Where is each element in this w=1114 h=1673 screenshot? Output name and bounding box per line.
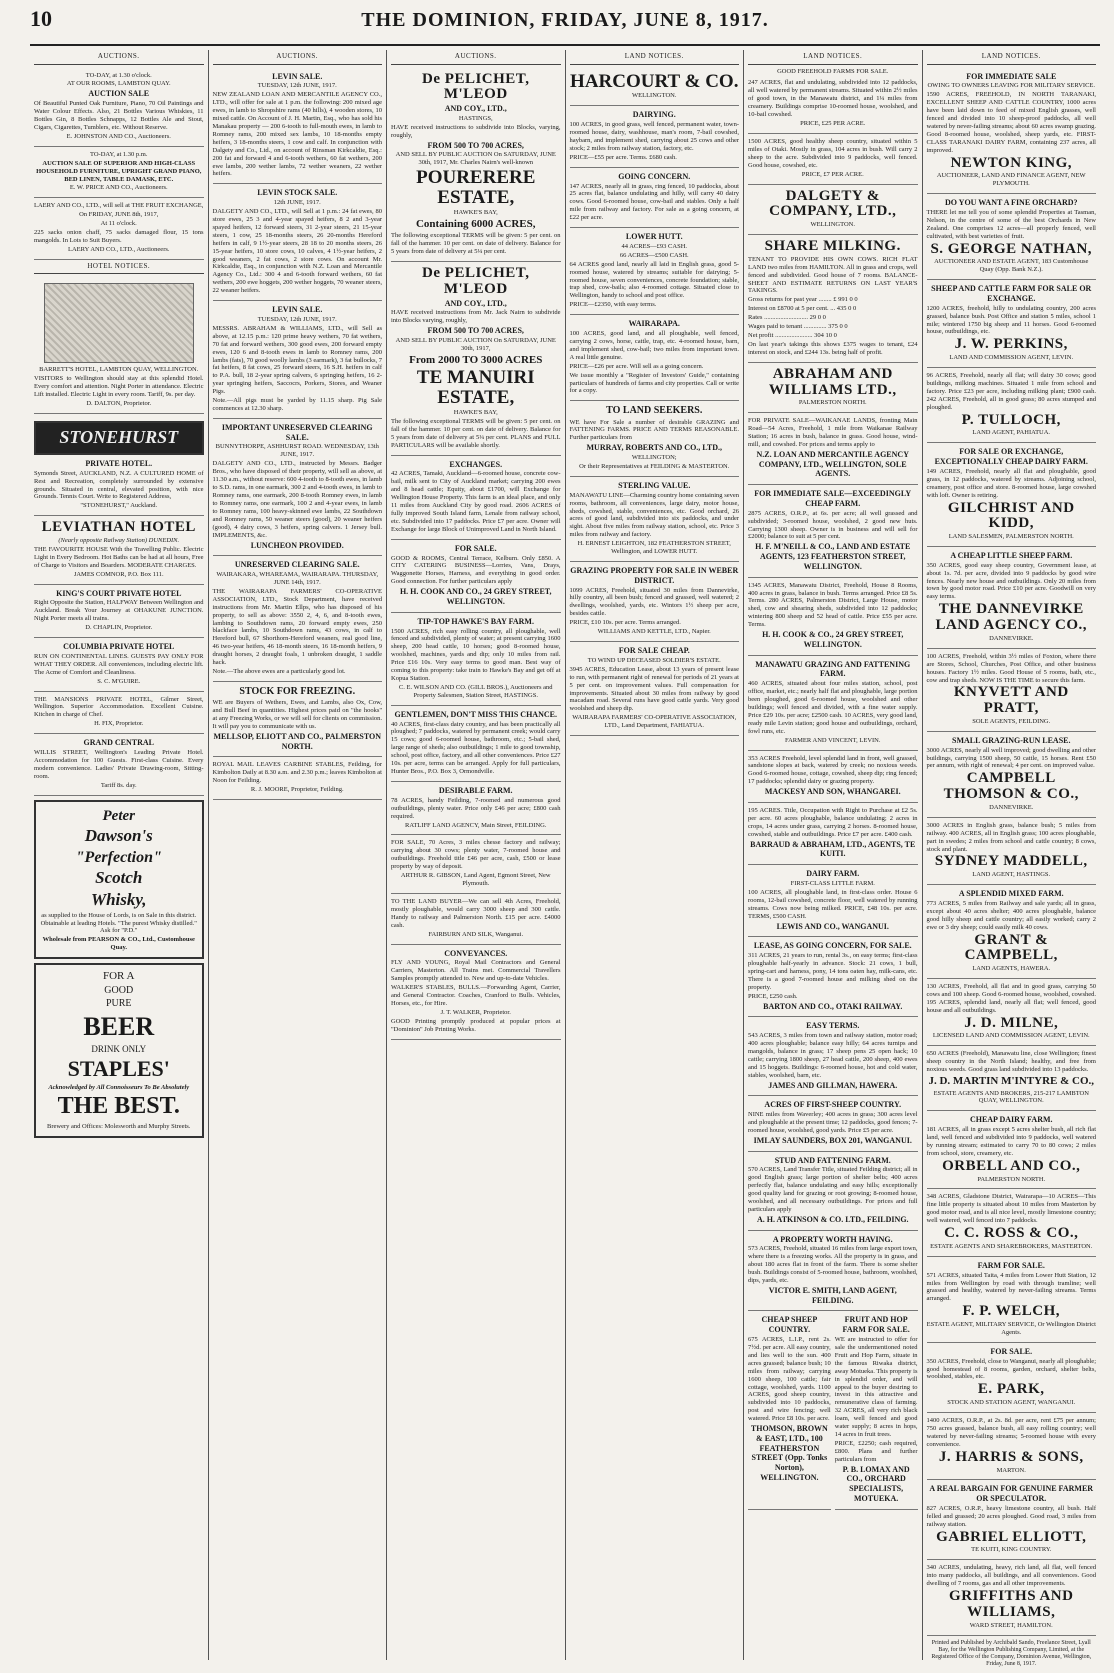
farm-notice: DAIRY FARM. FIRST-CLASS LITTLE FARM. 100 ACRES, all ploughable land, in first-class order. House 6 rooms, 12-bail cowshed, concrete floor, well watered by running streams. Cows now being milked. PRICE, £48 10s. per acre. TERMS, £500 CASH. LEWIS AND CO., WANGANUI. xyxy=(748,865,918,937)
farm-notice: 247 ACRES, flat and undulating, subdivided into 12 paddocks, all well watered by permanent streams. Situated within 2½ miles of good town, in the Manawatu district, and 1¼ miles from creamery. Buildings comprise 10-roomed house, woolshed, and 10-bail cowshed. PRICE, £25 PER ACRE. xyxy=(748,75,918,134)
farm-notice: DESIRABLE FARM. 78 ACRES, handy Feilding, 7-roomed and numerous good outbuildings, plenty water. Price only £46 per acre; £800 cash required. RATLIFF LAND AGENCY, Main Street, FEILDING. xyxy=(391,782,561,835)
estate-auction-notice: De PELICHET, M'LEOD AND COY., LTD., HAVE received instructions from Mr. Jack Nairn to subdivide into Blocks varying, roughly, FROM 500 TO 700 ACRES, AND SELL BY PUBLIC AUCTION On SATURDAY, JUNE 30th, 1917, From 2000 TO 3000 ACRES TE MANUIRI ESTATE, HAWKE'S BAY, The following exceptional TERMS will be given: 5 per cent. on fall of the hammer. 10 per cent. on date of delivery. Balance for 5 years from date of delivery at 5¼ per cent. PLANS and FULL PARTICULARS will be available shortly. xyxy=(391,262,561,456)
stock-sale-notice: LEVIN STOCK SALE. 12th JUNE, 1917. DALGETY AND CO., LTD., will Sell at 1 p.m.: 24 fat ewes, 80 store ewes, 25 3 and 4-year spayed heifers, 8 2 and 3-year spayed heifers, 12 forward steers, 31 2-year steers, 21 15-year steers, 1 cow, 25 18-months steers, 26 20-months Hereford heifers in calf, 9 1½-year steers, 28 18 to 20 months steers, 26 15-year heifers, 10 store cows, 10 calves, 4 1½-year heifers, 2 good weaners, 2 fat cows, 2 store cows. On account Mr. Kirkcaldie, Esq., in conjunction with N.Z. Loan and Mercantile Agency Co., Ltd.: 300 4 and 6-tooth forward wethers, 60 fat wethers, 200 ewe hoggets, 200 wether hoggets, 70 weaner steers, 22 weaner heifers. xyxy=(213,184,383,301)
farm-notice: 353 ACRES Freehold, level splendid land in front, well grassed, sandstone slopes at back, watered by creek; no noxious weeds. Good 6-roomed house, cottage, cowshed, sheep dip; ring fenced; 17 paddocks; splendid dairy or grazing property. MACKESY AND SON, WHANGAREI. xyxy=(748,751,918,803)
column-6 xyxy=(923,50,1101,1668)
auction-notice: TO-DAY, at 1.30 p.m. AUCTION SALE OF SUPERIOR AND HIGH-CLASS HOUSEHOLD FURNITURE, UPRIGHT GRAND PIANO, BED LINEN, TABLE DAMASK, ETC. E. W. PRICE AND CO., Auctioneers. xyxy=(34,147,204,199)
farm-notice: SHEEP AND CATTLE FARM FOR SALE OR EXCHANGE. 1200 ACRES, freehold, hilly to undulating country, 200 acres grassed, balance bush. Post Office and station 5 miles, school 1 mile; wintered 1750 big sheep and 11 horses. Good 6-roomed house, outbuildings, etc. J. W. PERKINS, LAND AND COMMISSION AGENT, LEVIN. xyxy=(927,280,1097,368)
farm-notice: FOR IMMEDIATE SALE OWING TO OWNERS LEAVING FOR MILITARY SERVICE. 1590 ACRES, FREEHOLD, IN NORTH TARANAKI, EXCELLENT SHEEP AND CATTLE COUNTRY, 1000 acres have been laid down to feed of mixed English grasses, well fenced and divided into 10 sheep-proof paddocks, all well watered by never-failing streams; about 60 acres swamp grazing. Good 8-roomed house, woolshed, sheep yards, etc. FIRST-CLASS TARANAKI DAIRY FARM, containing 237 acres, all improved. NEWTON KING, AUCTIONEER, LAND AND FINANCE AGENT, NEW PLYMOUTH. xyxy=(927,68,1097,195)
clearing-sale-notice: UNRESERVED CLEARING SALE. WAIRAKARA, WHAREAMA, WAIRARAPA. THURSDAY, JUNE 14th, 1917. THE WAIRARAPA FARMERS' CO-OPERATIVE ASSOCIATION, LTD., Stock Department, have received instructions from Mr. Martin Ellps, who has disposed of his property, to sell as above: 3550 2, 4, 6, and 8-tooth ewes, lambing to Southdown rams, 20 forward empty ewes, 250 blackface lambs, 10 Southdown rams, 43 cows, in calf to Hereford bull, 67 Shorthorn-Hereford weaners, real good line, 46 two-year heifers, 46 18-month steers, 16 18-month heifers, 9 draught horses, 2 draught foals, 1 unbroken draught, 1 saddle hack. Note.—The above ewes are a particularly good lot. xyxy=(213,556,383,682)
hotel-notice: COLUMBIA PRIVATE HOTEL RUN ON CONTINENTAL LINES. GUESTS PAY ONLY FOR WHAT THEY ORDER. All conveniences, including electric lift. The Acme of Comfort and Cleanliness. S. C. M'GUIRE. xyxy=(34,638,204,691)
farm-notice: TIP-TOP HAWKE'S BAY FARM. 1500 ACRES, rich easy rolling country, all ploughable, well fenced and subdivided, plenty of water; at present carrying 1600 sheep, 200 head cattle, 10 horses; good 8-roomed house, woolshed, machines, yards and dip; only 10 miles from rail. Price £16 10s. Very easy terms to good man. Best way of coming to this property: take train to Hawke's Bay and get off at Kopua Station. C. E. WILSON AND CO. (GILL BROS.), Auctioneers and Property Salesmen, Station Street, HASTINGS. xyxy=(391,613,561,706)
farm-notice: TO THE LAND BUYER—We can sell 4th Acres, Freehold, mostly ploughable, would carry 3000 sheep and 300 cattle. Handy to railway and Palmerston North. £15 per acre. £4000 cash. FAIRBURN AND SILK, Wanganui. xyxy=(391,894,561,945)
farm-notice: GENTLEMEN, DON'T MISS THIS CHANCE. 40 ACRES, first-class dairy country, and has been practically all ploughed; 7 paddocks, watered by permanent creek; would carry 15 cows; good 6-roomed house, bathroom, etc.; 5-bail shed, large range of sheds; also outbuildings; 1 mile to good township, school, post office, factory, and all other conveniences. Price £27 10s. per acre, terms can be arranged. Apply for full particulars, Hunter Bros., P.O. Box 3, Ormondville. xyxy=(391,706,561,782)
farm-notice: STUD AND FATTENING FARM. 570 ACRES, Land Transfer Title, situated Feilding district; all in good English grass; large portion of shelter belts; 400 acres perfectly flat, balance undulating and easy hills; exceptionally good quality land for grazing or root growing; 8-roomed house, woolshed, and all necessary outbuildings. For prices and full particulars apply A. H. ATKINSON & CO. LTD., FEILDING. xyxy=(748,1152,918,1231)
printer-imprint: Printed and Published by Archibald Sando, Freelance Street, Lyall Bay, for the Wellington Publishing Company, Limited, at the Registered Office of the Company, Dominion Avenue, Wellington, Friday, June 8, 1917. xyxy=(931,1639,1092,1668)
hotel-notice: THE MANSIONS PRIVATE HOTEL, Gilmer Street, Wellington. Superior Accommodation. Excellent Cuisine. Kitchen in charge of Chef. H. FIX, Proprietor. xyxy=(34,692,204,735)
farm-notice: GRAZING PROPERTY FOR SALE IN WEBER DISTRICT. 1099 ACRES, Freehold, situated 30 miles from Dannevirke, hilly country, all been bush; fenced and grassed, well watered; 2 dwellings, woolshed, yards, etc. Wintors 1½ sheep per acre, besides cattle. PRICE, £10 10s. per acre. Terms arranged. WILLIAMS AND KETTLE, LTD., Napier. xyxy=(570,562,740,642)
farm-notice: CHEAP SHEEP COUNTRY. 675 ACRES, L.I.P., rent 2s. 7½d. per acre. All easy country, and lies well to the sun. 400 acres grassed; balance bush; 10 miles from railway; carrying 1600 sheep, 100 cattle; fair cottage, woolshed, yards. 1100 ACRES, good sheep country, subdivided into 10 paddocks, post and wire fencing; well watered. Price £8 10s. per acre. THOMSON, BROWN & EAST, LTD., 100 FEATHERSTON STREET (Opp. Tonks Norton), WELLINGTON. xyxy=(748,1311,831,1509)
bottom-pair xyxy=(748,1311,918,1509)
stock-sale-notice: LEVIN SALE. TUESDAY, 12th JUNE, 1917. NEW ZEALAND LOAN AND MERCANTILE AGENCY CO., LTD., will offer for sale at 1 p.m. the following: 200 mixed age ewes, in lamb to Shropshire rams (40 hills), 4 wooden stores, 10 mixed cattle. On Account of J. H. Martin, Esq., who has sold his Manakau property — 200 6-tooth to full-mouth ewes, in lamb to Romney rams, 200 mixed sex lambs, 10 18-months empty heifers, 3 18-months steers, 1 cow and calf. In conjunction with Dalgety and Co., Ltd., on account of Rinsman Kirkcaldie, Esq.: 200 fat and forward 4 and 6-tooth wethers, 60 fat wethers, 200 ewe lambs, 200 wether lambs, 72 wether weaners, 22 wether heifers. xyxy=(213,68,383,185)
agent-banner: ABRAHAM AND WILLIAMS LTD., PALMERSTON NORTH. xyxy=(748,363,918,413)
farm-notice: A PROPERTY WORTH HAVING. 573 ACRES, Freehold, situated 16 miles from large export town, where there is a freezing works. All the property is in grass, and about 180 acres flat in front of the farm. There is some shelter bush. Buildings consist of 5-roomed house, bathroom, woolshed, dips, yards, etc. VICTOR E. SMITH, LAND AGENT, FEILDING. xyxy=(748,1231,918,1312)
section-heading: LAND NOTICES. xyxy=(927,50,1097,65)
section-heading: AUCTIONS. xyxy=(213,50,383,65)
farm-notice: FOR SALE. 350 ACRES, Freehold, close to Wanganui, nearly all ploughable; good homestead of 8 rooms, garden, orchard, shelter belts, woolshed, stables, etc. E. PARK, STOCK AND STATION AGENT, WANGANUI. xyxy=(927,1343,1097,1413)
farm-notice: DAIRYING. 100 ACRES, in good grass, well fenced, permanent water, town-roomed house, dairy, washhouse, man's room, 7-bail cowshed, haybarn, and implement shed, carrying about 25 cows and other stock; 2 miles from railway station, factory, etc. PRICE—£55 per acre. Terms. £680 cash. xyxy=(570,106,740,167)
farm-notice: LOWER HUTT. 44 ACRES—£93 CASH. 66 ACRES—£500 CASH. 64 ACRES good land, nearly all laid in English grass, good 5-roomed house, watered by streams; suitable for dairying; 5-roomed house, seven conveniences, concrete foundation; stable, trap shed, cow-bails; also 4-roomed cottage. Situated close to Wellington, handy to school and post office. PRICE—£2350, with easy terms. xyxy=(570,228,740,315)
section-heading: AUCTIONS. xyxy=(34,50,204,65)
section-heading: AUCTIONS. xyxy=(391,50,561,65)
newspaper-title: THE DOMINION, FRIDAY, JUNE 8, 1917. xyxy=(361,9,769,31)
whisky-advertisement: Peter Dawson's "Perfection" Scotch Whisky, as supplied to the House of Lords, is on Sale in this district. Obtainable at leading Hotels. "The purest Whisky distilled." Ask for "P.D." Wholesale from PEARSON & CO., Ltd., Customhouse Quay. xyxy=(34,800,204,960)
mail-notice: ROYAL MAIL LEAVES CARBINE STABLES, Feilding, for Kimbolton Daily at 8.30 a.m. and 2.30 p.m.; leaves Kimbolton at Noon for Feilding. R. J. MOORE, Proprietor, Feilding. xyxy=(213,757,383,800)
agent-banner: DALGETY & COMPANY, LTD., WELLINGTON. xyxy=(748,185,918,235)
column-1 xyxy=(30,50,209,1660)
farm-notice: A SPLENDID MIXED FARM. 773 ACRES, 5 miles from Railway and sale yards; all in grass, except about 40 acres shelter; 400 acres ploughable, balance good hilly sheep and cattle country; all easily worked; carry 2 ewe or 3 dry sheep; could easily milk 40 cows. GRANT & CAMPBELL, LAND AGENTS, HAWERA. xyxy=(927,885,1097,979)
hotel-notice: KING'S COURT PRIVATE HOTEL Right Opposite the Station, HALFWAY Between Wellington and Auckland. Break Your Journey at OHAKUNE JUNCTION. Night Porter meets all trains. D. CHAPLIN, Proprietor. xyxy=(34,585,204,638)
columns xyxy=(30,50,1100,1668)
hotel-logo: STONEHURST xyxy=(34,421,204,455)
farm-notice: 96 ACRES, Freehold, nearly all flat; will dairy 30 cows; good buildings, milking machines. Situated 1 mile from school and factory. Price £23 per acre, including milking plant; £900 cash. 242 ACRES, Freehold, all in good grass; 80 acres stumped and ploughed. P. TULLOCH, LAND AGENT, PAHIATUA. xyxy=(927,368,1097,443)
column-4 xyxy=(566,50,745,1660)
auction-notice: LAERY AND CO., LTD., will sell at THE FRUIT EXCHANGE, On FRIDAY, JUNE 8th, 1917, At 11 o'clock. 225 sacks onion chaff, 75 sacks damaged flour, 15 tons mangolds. In Lots to Suit Buyers. LAERY AND CO., LTD., Auctioneers. xyxy=(34,198,204,260)
hotel-notice: GRAND CENTRAL WILLIS STREET, Wellington's Leading Private Hotel. Accommodation for 100 Guests. First-class Cuisine. Every modern convenience. Ladies' Private Drawing-room, Sitting-room. Tariff 8s. day. xyxy=(34,734,204,795)
hotel-notice: LEVIATHAN HOTEL (Nearly opposite Railway Station) DUNEDIN. THE FAVOURITE HOUSE With the Travelling Public. Electric Light in Every Bedroom. Hot Baths can be had at all hours, Free of Charge to Visitors and Boarders. MODERATE CHARGES. JAMES COMNOR, P.O. Box 111. xyxy=(34,516,204,584)
masthead xyxy=(30,6,1100,46)
column-2 xyxy=(209,50,388,1660)
farm-notice: 1345 ACRES, Manawatu District, Freehold, House 8 Rooms, 400 acres in grass, balance in bush. Terms arranged. Price £8 5s. Terms. 280 ACRES, Palmerston District, Large House, motor shed, cow and shearing sheds, subdivided into 12 paddocks; wintering 800 sheep and 52 head of cattle. Price £55 per acre. Terms. H. H. COOK & CO., 24 GREY STREET, WELLINGTON. xyxy=(748,578,918,656)
farm-notice: FARM FOR SALE. 571 ACRES, situated Taita, 4 miles from Lower Hutt Station, 12 miles from Wellington by road with through tramline; well grassed and healthy, watered by never-failing streams. Terms arranged. F. P. WELCH, ESTATE AGENT, MILITARY SERVICE, Or Wellington District Agents. xyxy=(927,1257,1097,1343)
farm-notice: 1500 ACRES, good healthy sheep country, situated within 5 miles of Otaki. Mostly in grass, 104 acres in bush. Will carry 2 sheep to the acre. Subdivided into 9 paddocks, well fenced. Good house, cowshed, etc. PRICE, £7 PER ACRE. xyxy=(748,134,918,185)
farm-notice: 348 ACRES, Gladstone District, Wairarapa—10 ACRES—This fine little property is situated about 10 miles from Masterton by good motor road, and is all nice level, mostly limestone country; well watered, well fenced into 7 paddocks. C. C. ROSS & CO., ESTATE AGENTS AND SHAREBROKERS, MASTERTON. xyxy=(927,1189,1097,1256)
farm-notice: TO LAND SEEKERS. WE have For Sale a number of desirable GRAZING and FATTENING FARMS. PRICE AND TERMS REASONABLE. Further particulars from MURRAY, ROBERTS AND CO., LTD., WELLINGTON; Or their Representatives at FEILDING & MASTERTON. xyxy=(570,401,740,477)
hotel-notice: STONEHURST PRIVATE HOTEL. Symonds Street, AUCKLAND, N.Z. A CULTURED HOME of Rest and Recreation, completely surrounded by extensive grounds. Situated in central, elevated position, with nice Grounds. Tennis Court. Write to Registered Address, "STONEHURST," Auckland. xyxy=(34,414,204,516)
freezing-notice: STOCK FOR FREEZING. WE are Buyers of Wethers, Ewes, and Lambs, also Ox, Cow, and Bull Beef in quantities. Highest prices paid on "the hooks" at any Freezing Works, or we will sell for clients on commission. It will pay you to communicate with us. MELLSOP, ELIOTT AND CO., PALMERSTON NORTH. xyxy=(213,682,383,757)
farm-notice: MANAWATU GRAZING AND FATTENING FARM. 460 ACRES, situated about four miles station, school, post office, market, etc.; nearly half flat and ploughable, large portion been ploughed, good 6-roomed house, woolshed and other buildings; well fenced and divided, with a fine water supply. Price £29 10s. per acre; £2500 cash. 10 ACRES, very good land, ready mile Levin station; good house and outbuildings, orchard, fowl runs, etc. FARMER AND VINCENT, LEVIN. xyxy=(748,656,918,751)
farm-notice: A CHEAP LITTLE SHEEP FARM. 350 ACRES, good easy sheep country, Government lease, at about 1s. 7d. per acre, divided into 9 paddocks by good wire fences. Nearly new house and outbuildings. Only 20 miles from town by good motor road. Price £10 per acre. Goodwill on very easy terms. THE DANNEVIRKE LAND AGENCY CO., DANNEVIRKE. xyxy=(927,547,1097,649)
farm-notice: A REAL BARGAIN FOR GENUINE FARMER OR SPECULATOR. 827 ACRES, O.R.P., heavy limestone country, all bush. Half felled and grassed; 20 acres ploughed. Good road, 3 miles from railway station. GABRIEL ELLIOTT, TE KUITI, KING COUNTRY. xyxy=(927,1480,1097,1560)
share-milking-notice: SHARE MILKING. TENANT TO PROVIDE HIS OWN COWS. RICH FLAT LAND two miles from HAMILTON. All in grass and crops, well fenced and subdivided. Good house of 7 rooms. BALANCE-SHEET AND ESTIMATE RETURNS ON LAST YEAR'S TAKINGS. Gross returns for past year ........ £ 991 0 0 Interest on £8700 at 5 per cent. ... 435 0 0 Rates ........................... 29 0 0 Wages paid to tenant .............. 375 0 0 Net profit ....................... 304 10 0 On last year's takings this shows £375 wages to tenant, £24 interest on stock, and £244 13s. being half of profit. xyxy=(748,235,918,363)
farm-notice: FOR IMMEDIATE SALE—EXCEEDINGLY CHEAP FARM. 2875 ACRES, O.R.P., at 6s. per acre; all well grassed and subdivided; 3-roomed house, woolshed, 2 good new huts. Carrying 1300 sheep. Owner is in business and will sell for £2000; balance to suit at 5 per cent. H. F. M'NEILL & CO., LAND AND ESTATE AGENTS, 123 FEATHERSTON STREET, WELLINGTON. xyxy=(748,485,918,577)
farm-notice: CHEAP DAIRY FARM. 181 ACRES, all in grass except 5 acres shelter bush, all rich flat land, well fenced and subdivided into 9 paddocks, well watered by running stream; estimated to carry 70 to 80 cows; 2 miles from school, store, creamery, etc. ORBELL AND CO., PALMERSTON NORTH. xyxy=(927,1111,1097,1189)
stock-sale-notice: LEVIN SALE. TUESDAY, 12th JUNE, 1917. MESSRS. ABRAHAM & WILLIAMS, LTD., will Sell as above, at 12.15 p.m.: 120 prime heavy wethers, 70 fat wethers, 70 fat and forward wethers, 300 good ewes, 200 forward empty ewes, 120 6 and 8-tooth ewes in lamb to Romney rams, 200 lambs (fats), 70 good woolly lambs (3 earmark), 3 fat bullocks, 7 fat heifers, 8 fat cows, 25 forward steers, 16 S.H. heifers in calf to P.A. bull, 18 2-year spring calvers, 6 springing heifers, 16 2-year springing heifers, Saccocrs, Porkers, Stores, and Weaner Pigs. Note.—All pigs must be yarded by 11.15 sharp. Pig Sale commences at 12.30 sharp. xyxy=(213,301,383,419)
section-heading: LAND NOTICES. xyxy=(570,50,740,65)
farm-notice: FOR PRIVATE SALE—WAIKANAE LANDS, fronting Main Road—54 Acres, Freehold, 1 mile from Waikanae Railway Station; 16 acres in bush, balance in grass. Good house, wind-mill, and cowshed. For prices and terms apply to N.Z. LOAN AND MERCANTILE AGENCY COMPANY, LTD., WELLINGTON, SOLE AGENTS. xyxy=(748,413,918,485)
conveyances-notice: CONVEYANCES. FLY AND YOUNG, Royal Mail Contractors and General Carriers, Masterton. All Trains met. Commercial Travellers Samples promptly attended to. New and up-to-date Vehicles. WALKER'S STABLES, BULLS.—Forwarding Agent, Carrier, and General Contractor. Coaches, Cranford to Bulls. Vehicles, Horses, etc., for Hire. J. T. WALKER, Proprietor. GOOD Printing promptly produced at popular prices at "Dominion" Job Printing Works. xyxy=(391,945,561,1040)
hotel-illustration xyxy=(44,283,194,363)
exchanges-notice: EXCHANGES. 42 ACRES, Tamaki, Auckland—6-roomed house, concrete cow-bail, milk sent to City of Auckland market; carrying 200 ewes and 8 head cattle; Equity, about £1700, will Exchange for Wellington House Property. This farm is an ideal place, and only 11 miles from Auckland City by good road. 2606 ACRES of fully improved South Island farm, Lenale from railway school, etc. Subdivided into 17 paddocks. Price £7 per acre. Owner will Exchange for large Block of Unimproved Land in North Island. xyxy=(391,456,561,540)
beer-advertisement: FOR A GOOD PURE BEER DRINK ONLY STAPLES' Acknowledged by All Connoisseurs To Be Absolutely THE BEST. Brewery and Offices: Molesworth and Murphy Streets. xyxy=(34,963,204,1137)
clearing-sale-notice: IMPORTANT UNRESERVED CLEARING SALE. BUNNYTHORPE, ASHHURST ROAD. WEDNESDAY, 13th JUNE, 1917. DALGETY AND CO., LTD., instructed by Messrs. Badger Bros., who have disposed of their property, will sell as above, at 11.30 a.m., without reserve: 600 4-tooth to 8-tooth ewes, in lamb to S.D. rams, in one earmark, 300 2 and 4-tooth ewes, in lamb to Romney rams, one earmark, 200 8-tooth Romney ewes, in lamb to Romney rams, one earmark, 100 2 and 4-year ewes, in lamb to Romney rams, 100 heavy-skinned ewe lambs, 22 Southdown and Romney rams, 50 weaner steers (good), 20 weaner heifers (good), 4 dairy cows, 3 heifers, spring calvers. 1 Jersey bull. IMPLEMENTS, &c. LUNCHEON PROVIDED. xyxy=(213,419,383,556)
farm-notice: GOING CONCERN. 147 ACRES, nearly all in grass, ring fenced, 10 paddocks, about 25 acres flat, balance undulating and hilly, will carry 40 dairy cows. Good 6-roomed house, cow-bail and stables. Only a half mile from railway and factory. For sale as a going concern, at £22 per acre. xyxy=(570,168,740,228)
column-5 xyxy=(744,50,923,1660)
farm-notice: DO YOU WANT A FINE ORCHARD? THERE let me tell you of some splendid Properties at Tasman, Nelson, in the centre of some of the best Orchards in New Zealand. One comprises 12 acres—all properly fenced, well cultivated, with best varieties of fruit. S. GEORGE NATHAN, AUCTIONEER AND ESTATE AGENT, 183 Customhouse Quay (Opp. Bank N.Z.). xyxy=(927,194,1097,280)
farm-notice: 340 ACRES, undulating, heavy, rich land, all flat, well fenced into many paddocks, all buildings, and all conveniences. Good dwelling of 7 rooms, gas and all other improvements. GRIFFITHS AND WILLIAMS, WARD STREET, HAMILTON. xyxy=(927,1560,1097,1635)
farm-notice: SMALL GRAZING-RUN LEASE. 3000 ACRES, nearly all well improved; good dwelling and other buildings, carrying 1500 sheep, 50 cattle, 15 horses. Rent £50 per annum, with right of renewal; 4 per cent. on improved value. CAMPBELL THOMSON & CO., DANNEVIRKE. xyxy=(927,732,1097,818)
section-heading: HOTEL NOTICES. xyxy=(34,260,204,275)
farm-notice: LEASE, AS GOING CONCERN, FOR SALE. 311 ACRES, 21 years to run, rental 3s., on easy terms; first-class ploughable half-yearly in advance. Stock: 21 cows, 1 bull, spring-cart and harness, pony, 14 tons oaten hay, milk-cans, etc. There is a good 7-roomed house and milking shed on the property. PRICE, £250 cash. BARTON AND CO., OTAKI RAILWAY. xyxy=(748,937,918,1017)
farm-notice: 1400 ACRES, O.R.P., at 2s. 8d. per acre, rent £75 per annum; 750 acres grassed, balance bush, all easy rolling country; well watered by never-failing streams; 5-roomed house with every convenience. J. HARRIS & SONS, MARTON. xyxy=(927,1413,1097,1480)
for-sale-notice: FOR SALE. GOOD & ROOMS, Central Terrace, Kelburn. Only £850. A CITY CATERING BUSINESS—Lorries, Vans, Drays, Waggonette Horses, Harness, and everything in good order. Good connection. For further particulars apply H. H. COOK AND CO., 24 GREY STREET, WELLINGTON. xyxy=(391,540,561,613)
farm-notice: EASY TERMS. 543 ACRES, 3 miles from town and railway station, motor road; 400 acres ploughable; balance easy hilly; 64 acres turnips and mangolds, balance in grass; 17 sheep pens 25 open hack; 10 cattle; carrying 1800 sheep, 27 head cattle, 200 sheep, 400 ewes and 15 hoggets. Buildings: 6-roomed house, hot and cold water, stables, woolshed, barn, etc. JAMES AND GILLMAN, HAWERA. xyxy=(748,1017,918,1096)
section-subheading: GOOD FREEHOLD FARMS FOR SALE. xyxy=(777,67,889,75)
farm-notice: STERLING VALUE. MANAWATU LINE—Charming country home containing seven rooms, bathroom, all conveniences, large dairy, motor house, sheds, cowshed, stable, conveniences, etc. Good orchard, 26 acres of good land, subdivided into six paddocks, and under sight. About five miles from railway station, school, etc. Price 3 miles from railway and factory. H. ERNEST LEIGHTON, 182 FEATHERSTON STREET, Wellington, and LOWER HUTT. xyxy=(570,477,740,562)
page-number: 10 xyxy=(30,6,52,31)
farm-notice: WAIRARAPA. 100 ACRES, good land, and all ploughable, well fenced, carrying 2 cows, horse, cattle, trap, etc. 4-roomed house, barn, and implement shed, cow-bail; two miles from important town. A real little genuine. PRICE—£26 per acre. Will sell as a going concern. We issue monthly a "Register of Investors' Guide," containing particulars of hundreds of farms and city properties. Call or write for a copy. xyxy=(570,315,740,401)
section-heading: LAND NOTICES. xyxy=(748,50,918,65)
farm-notice: 650 ACRES (Freehold), Manawatu line, close Wellington; finest sheep country in the North Island; healthy, and free from noxious weeds. Good grass land subdivided into 13 paddocks. J. D. MARTIN M'INTYRE & CO., ESTATE AGENTS AND BROKERS, 215-217 LAMBTON QUAY, WELLINGTON. xyxy=(927,1046,1097,1111)
hotel-notice: BARRETT'S HOTEL, LAMBTON QUAY, WELLINGTON. VISITORS to Wellington should stay at this splendid Hotel. Every comfort and attention. Night Porter in attendance. Electric Lift installed. Electric Light in every room. Tariff, 9s. per day. D. DALTON, Proprietor. xyxy=(34,277,204,414)
farm-notice: FOR SALE OR EXCHANGE, EXCEPTIONALLY CHEAP DAIRY FARM. 149 ACRES, Freehold, nearly all flat and ploughable, good grass, in 12 paddocks, watered by streams. Adjoining school, creamery, post office and store. 8-roomed house, large cowshed with loft. Owner is retiring. GILCHRIST AND KIDD, LAND SALESMEN, PALMERSTON NORTH. xyxy=(927,443,1097,547)
farm-notice: 130 ACRES, Freehold, all flat and in good grass, carrying 50 cows and 100 sheep. Good 6-roomed house, woolshed, cowshed. 195 ACRES, splendid land, nearly all flat; well fenced, good house and all outbuildings. J. D. MILNE, LICENSED LAND AND COMMISSION AGENT, LEVIN. xyxy=(927,979,1097,1046)
auction-notice: TO-DAY, at 1.30 o'clock. AT OUR ROOMS, LAMBTON QUAY. AUCTION SALE Of Beautiful Punted Oak Furniture, Piano, 70 Oil Paintings and Water Colour Effects. Also, 21 Bottles Various Whiskies, 11 Bottles Gin, 8 Bottles Schnapps, 12 Bottles Ale and Stout, Cigars, Cigarettes, Tumblers, etc. Without Reserve. E. JOHNSTON AND CO., Auctioneers. xyxy=(34,68,204,147)
farm-notice: 195 ACRES. Title, Occupation with Right to Purchase at £2 5s. per acre. 60 acres ploughable, balance undulating; 2 acres in crops, 14 acres under grass, carrying 2 horses. 8-roomed house, cowshed, stable and outbuildings. Price £7 per acre. £400 cash. BARRAUD & ABRAHAM, LTD., AGENTS, TE KUITI. xyxy=(748,803,918,865)
agent-banner: HARCOURT & CO. WELLINGTON. xyxy=(570,68,740,107)
farm-notice: FRUIT AND HOP FARM FOR SALE. WE are instructed to offer for sale the undermentioned noted Fruit and Hop Farm, situate in the famous Riwaka district, away Motueka. This property is in splendid order, and will appeal to the buyer desiring to invest in this attractive and remunerative class of farming. 32 ACRES, all very rich black loam, well fenced and good water supply; 8 acres in hops, 14 acres in fruit trees. PRICE, £2250; cash required, £800. Plans and further particulars from P. B. LOMAX AND CO., ORCHARD SPECIALISTS, MOTUEKA. xyxy=(835,1311,918,1509)
farm-notice: 3000 ACRES in English grass, balance bush; 5 miles from railway. 400 ACRES, all in English grass; 100 acres ploughable, part in swedes; 2 miles from school and cattle country; 8 cows, stock and plant. SYDNEY MADDELL, LAND AGENT, HASTINGS. xyxy=(927,818,1097,885)
farm-notice: FOR SALE, 70 Acres, 3 miles chesse factory and railway; carrying about 30 cows; plenty water, 7-roomed house and outbuildings. Freehold title £46 per acre, cash, £500 or lease property by way of deposit. ARTHUR R. GIBSON, Land Agent, Egmont Street, New Plymouth. xyxy=(391,835,561,894)
column-3 xyxy=(387,50,566,1660)
farm-notice: ACRES OF FIRST-SHEEP COUNTRY. NINE miles from Waverley; 400 acres in grass; 300 acres level and ploughable at the present time; 12 paddocks, good fences; 7-roomed house, woolshed, good yards. Price £5 per acre. IMLAY SAUNDERS, BOX 201, WANGANUI. xyxy=(748,1096,918,1151)
farm-notice: FOR SALE CHEAP. TO WIND UP DECEASED SOLDIER'S ESTATE. 3945 ACRES, Education Lease, about 13 years of present lease to run, with permanent right of renewal for periods of 21 years at 5 per cent. on improvement values. Full compensation for improvements. Situated about 30 miles from railway by good macadam road. Several runs have good cattle yards. Very good woolshed and sheep dip. WAIRARAPA FARMERS' CO-OPERATIVE ASSOCIATION, LTD., Land Department, FAHIATUA. xyxy=(570,642,740,736)
estate-auction-notice: De PELICHET, M'LEOD AND COY., LTD., HASTINGS, HAVE received instructions to subdivide into Blocks, varying, roughly, FROM 500 TO 700 ACRES, AND SELL BY PUBLIC AUCTION On SATURDAY, JUNE 30th, 1917, Mr. Charles Nairn's well-known POURERERE ESTATE, HAWKE'S BAY, Containing 6000 ACRES, The following exceptional TERMS will be given: 5 per cent. on fall of the hammer. 10 per cent. on date of delivery. Balance for 5 years from date of delivery at 5¼ per cent. xyxy=(391,68,561,263)
farm-notice: 100 ACRES, Freehold, within 3½ miles of Foxton, where there are Stores, School, Churches, Post Office, and other business houses. Factory 1½ miles. Good House of 5 rooms, bath, etc., cow and trap sheds. NOW IS THE TIME to secure this farm. KNYVETT AND PRATT, SOLE AGENTS, FEILDING. xyxy=(927,649,1097,732)
